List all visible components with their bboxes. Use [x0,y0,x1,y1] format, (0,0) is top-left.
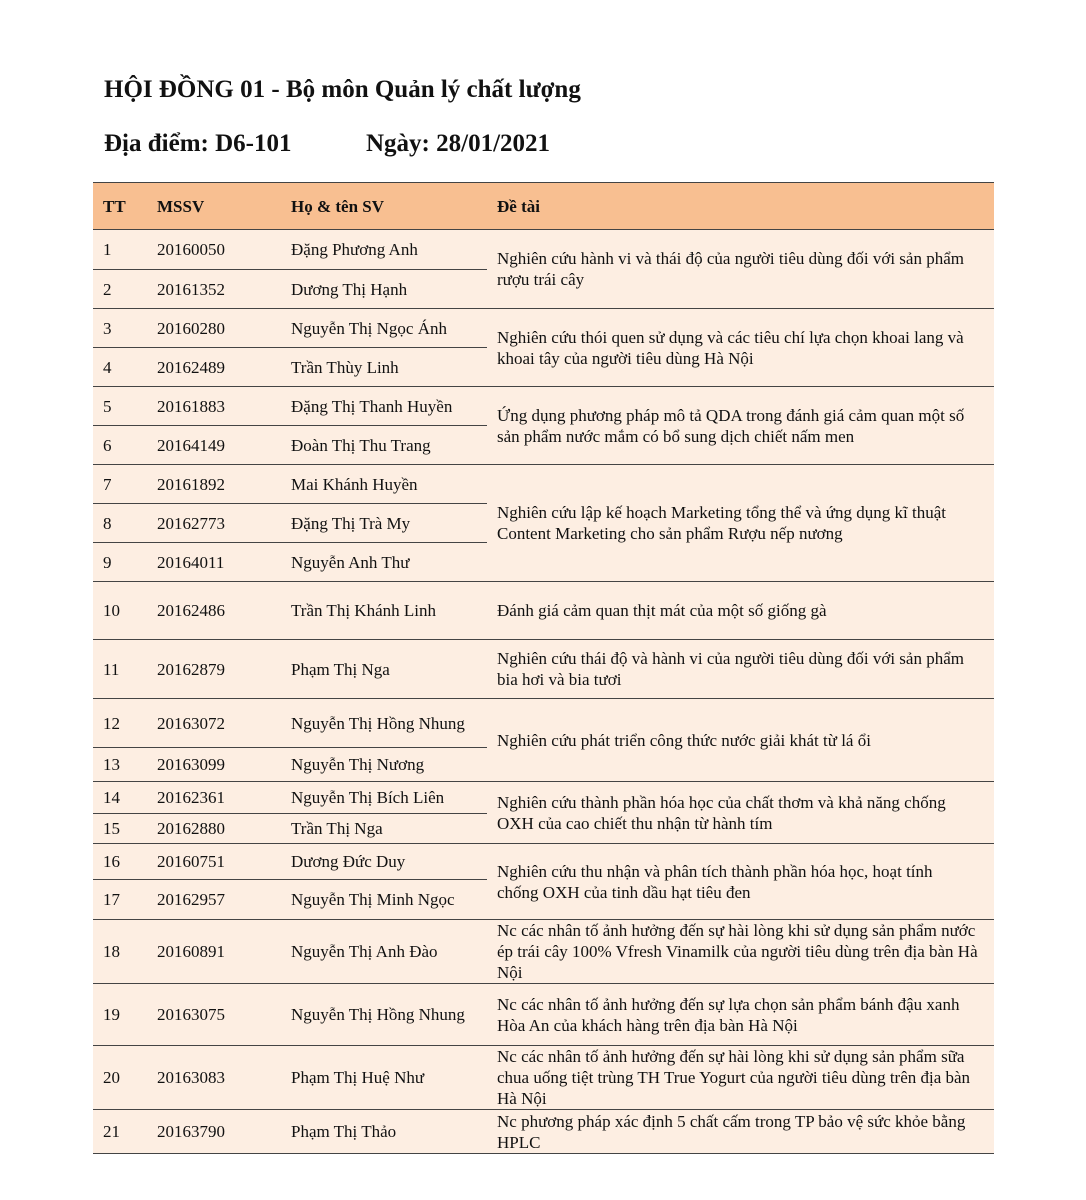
cell-mssv: 20160280 [147,309,281,348]
column-header-topic: Đề tài [487,183,994,230]
cell-tt: 19 [93,984,147,1046]
cell-name: Nguyễn Thị Minh Ngọc [281,880,487,920]
cell-tt: 11 [93,640,147,699]
table-row [93,844,994,880]
cell-name: Nguyễn Thị Bích Liên [281,782,487,814]
cell-name: Đặng Thị Trà My [281,504,487,543]
cell-name: Nguyễn Thị Anh Đào [281,920,487,984]
cell-mssv: 20160050 [147,230,281,270]
cell-mssv: 20164149 [147,426,281,465]
cell-mssv: 20162880 [147,814,281,844]
cell-tt: 10 [93,582,147,640]
location-date-line [104,130,551,158]
column-header-name: Họ & tên SV [281,183,487,230]
cell-mssv: 20160751 [147,844,281,880]
cell-name: Nguyễn Thị Ngọc Ánh [281,309,487,348]
table-row [93,230,994,270]
table-header-row [93,183,994,230]
cell-name: Mai Khánh Huyền [281,465,487,504]
cell-tt: 21 [93,1110,147,1154]
cell-tt: 3 [93,309,147,348]
page-title: HỘI ĐỒNG 01 - Bộ môn Quản lý chất lượng [104,76,581,103]
cell-topic: Nghiên cứu phát triển công thức nước giải khát từ lá ổi [487,699,994,782]
cell-tt: 6 [93,426,147,465]
cell-topic: Đánh giá cảm quan thịt mát của một số giống gà [487,582,994,640]
cell-topic: Nghiên cứu thu nhận và phân tích thành phần hóa học, hoạt tính chống OXH của tinh dầu hạt tiêu đen [487,844,994,920]
cell-mssv: 20161892 [147,465,281,504]
cell-topic: Nc các nhân tố ảnh hưởng đến sự lựa chọn sản phẩm bánh đậu xanh Hòa An của khách hàng trên địa bàn Hà Nội [487,984,994,1046]
cell-tt: 14 [93,782,147,814]
cell-name: Nguyễn Thị Hồng Nhung [281,984,487,1046]
cell-topic: Nghiên cứu lập kế hoạch Marketing tổng thể và ứng dụng kĩ thuật Content Marketing cho sản phẩm Rượu nếp nương [487,465,994,582]
cell-name: Nguyễn Thị Hồng Nhung [281,699,487,748]
cell-tt: 17 [93,880,147,920]
cell-tt: 2 [93,270,147,309]
cell-topic: Nc các nhân tố ảnh hưởng đến sự hài lòng khi sử dụng sản phẩm sữa chua uống tiệt trùng TH True Yogurt của người tiêu dùng trên địa bàn Hà Nội [487,1046,994,1110]
cell-tt: 18 [93,920,147,984]
cell-tt: 1 [93,230,147,270]
cell-mssv: 20161352 [147,270,281,309]
cell-tt: 20 [93,1046,147,1110]
cell-name: Đặng Thị Thanh Huyền [281,387,487,426]
table-row [93,1046,994,1110]
cell-name: Nguyễn Thị Nương [281,748,487,782]
table-row [93,309,994,348]
cell-tt: 9 [93,543,147,582]
cell-topic: Nc phương pháp xác định 5 chất cấm trong TP bảo vệ sức khỏe bằng HPLC [487,1110,994,1154]
table-row [93,782,994,814]
table-row [93,920,994,984]
table-row [93,582,994,640]
cell-topic: Ứng dụng phương pháp mô tả QDA trong đánh giá cảm quan một số sản phẩm nước mắm có bổ sung dịch chiết nấm men [487,387,994,465]
cell-mssv: 20162773 [147,504,281,543]
cell-name: Phạm Thị Nga [281,640,487,699]
table-row [93,984,994,1046]
cell-mssv: 20162957 [147,880,281,920]
date-label: Ngày: 28/01/2021 [366,130,551,157]
cell-name: Phạm Thị Thảo [281,1110,487,1154]
cell-mssv: 20163075 [147,984,281,1046]
cell-tt: 4 [93,348,147,387]
cell-mssv: 20163790 [147,1110,281,1154]
cell-topic: Nc các nhân tố ảnh hưởng đến sự hài lòng khi sử dụng sản phẩm nước ép trái cây 100% Vfresh Vinamilk của người tiêu dùng trên địa bàn Hà Nội [487,920,994,984]
cell-mssv: 20160891 [147,920,281,984]
cell-mssv: 20162879 [147,640,281,699]
column-header-mssv: MSSV [147,183,281,230]
cell-name: Nguyễn Anh Thư [281,543,487,582]
cell-tt: 8 [93,504,147,543]
cell-name: Dương Thị Hạnh [281,270,487,309]
cell-name: Trần Thùy Linh [281,348,487,387]
cell-mssv: 20163083 [147,1046,281,1110]
cell-name: Trần Thị Nga [281,814,487,844]
cell-mssv: 20161883 [147,387,281,426]
cell-tt: 13 [93,748,147,782]
cell-mssv: 20162361 [147,782,281,814]
cell-topic: Nghiên cứu thái độ và hành vi của người tiêu dùng đối với sản phẩm bia hơi và bia tươi [487,640,994,699]
cell-mssv: 20162489 [147,348,281,387]
cell-mssv: 20164011 [147,543,281,582]
cell-topic: Nghiên cứu thành phần hóa học của chất thơm và khả năng chống OXH của cao chiết thu nhận từ hành tím [487,782,994,844]
cell-mssv: 20163072 [147,699,281,748]
table-row [93,699,994,748]
table-row [93,387,994,426]
cell-tt: 12 [93,699,147,748]
cell-name: Đoàn Thị Thu Trang [281,426,487,465]
table-row [93,465,994,504]
cell-tt: 16 [93,844,147,880]
cell-name: Đặng Phương Anh [281,230,487,270]
cell-tt: 7 [93,465,147,504]
cell-tt: 15 [93,814,147,844]
cell-name: Dương Đức Duy [281,844,487,880]
cell-name: Trần Thị Khánh Linh [281,582,487,640]
location-label: Địa điểm: D6-101 [104,130,292,157]
cell-topic: Nghiên cứu thói quen sử dụng và các tiêu chí lựa chọn khoai lang và khoai tây của người tiêu dùng Hà Nội [487,309,994,387]
column-header-tt: TT [93,183,147,230]
cell-mssv: 20162486 [147,582,281,640]
cell-name: Phạm Thị Huệ Như [281,1046,487,1110]
table-row [93,640,994,699]
cell-mssv: 20163099 [147,748,281,782]
cell-tt: 5 [93,387,147,426]
student-topic-table [93,182,994,1154]
cell-topic: Nghiên cứu hành vi và thái độ của người tiêu dùng đối với sản phẩm rượu trái cây [487,230,994,309]
table-row [93,1110,994,1154]
